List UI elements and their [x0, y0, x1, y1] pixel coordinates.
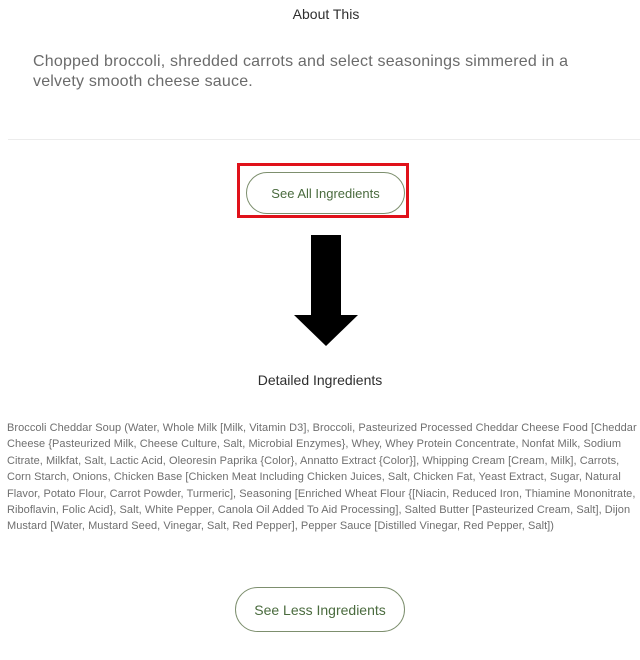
detailed-ingredients-text: Broccoli Cheddar Soup (Water, Whole Milk [Milk, Vitamin D3], Broccoli, Pasteurized Processed Cheddar Cheese Food [Cheddar Cheese {Pasteurized Milk, Cheese Culture, Salt, Microbial Enzymes}, Whey, Whey Protein Concentrate, Nonfat Milk, Sodium Citrate, Milkfat, Salt, Lactic Acid, Oleoresin Paprika {Color}, Annatto Extract {Color}], Whipping Cream [Cream, Milk], Carrots, Corn Starch, Onions, Chicken Base [Chicken Meat Including Chicken Juices, Salt, Chicken Fat, Yeast Extract, Sugar, Natural Flavor, Potato Flour, Carrot Powder, Turmeric], Seasoning [Enriched Wheat Flour {[Niacin, Reduced Iron, Thiamine Mononitrate, Riboflavin, Folic Acid}, Salt, White Pepper, Canola Oil Added To Aid Processing], Salted Butter [Pasteurized Cream, Salt], Dijon Mustard [Water, Mustard Seed, Vinegar, Salt, Red Pepper], Pepper Sauce [Distilled Vinegar, Red Pepper, Salt])	[7, 422, 637, 533]
see-less-ingredients-button[interactable]: See Less Ingredients	[235, 587, 405, 632]
detailed-ingredients-title: Detailed Ingredients	[257, 372, 383, 388]
section-divider	[8, 139, 640, 140]
about-description: Chopped broccoli, shredded carrots and select seasonings simmered in a velvety smooth cheese sauce.	[33, 53, 569, 90]
see-all-ingredients-button[interactable]: See All Ingredients	[246, 172, 405, 214]
about-title: About This	[292, 6, 360, 22]
down-arrow-icon	[292, 235, 360, 347]
